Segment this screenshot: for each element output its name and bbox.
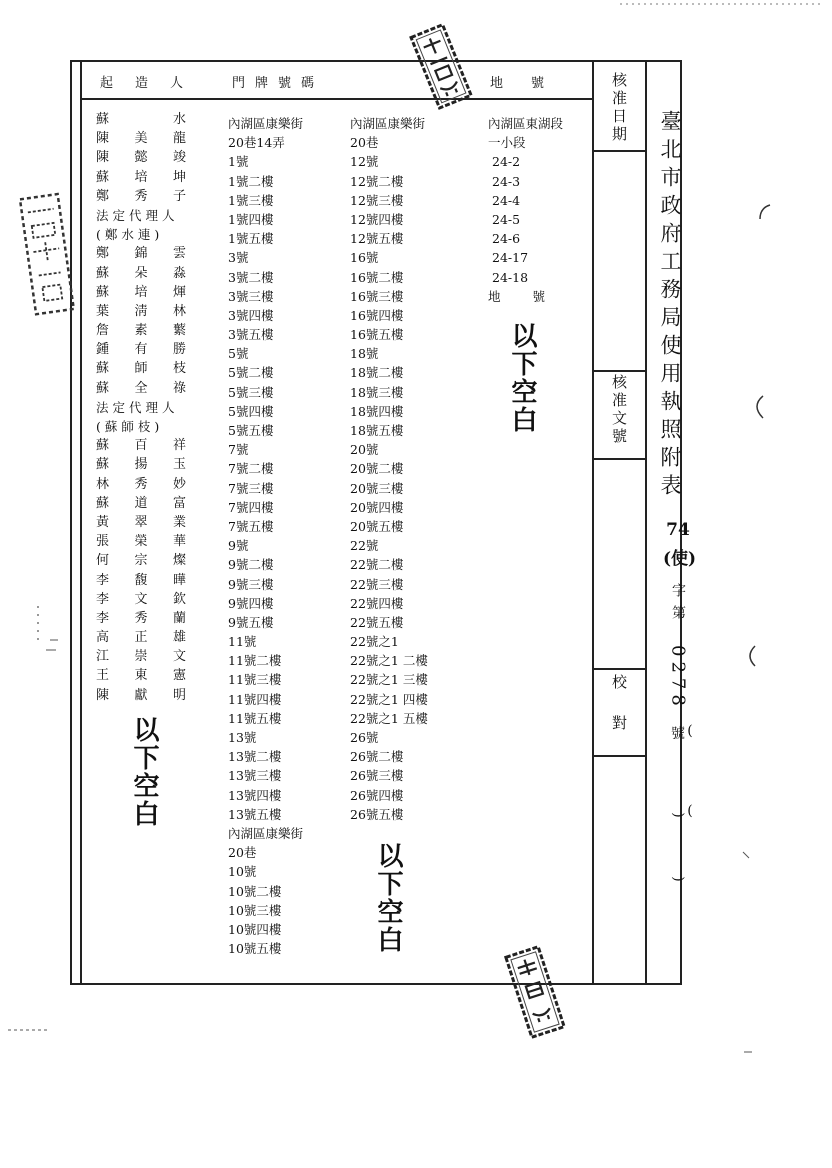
land-entry: 24-2	[492, 154, 521, 170]
door-entry: 11號	[228, 634, 257, 650]
door-entry: 13號二樓	[228, 749, 282, 765]
applicant-char: 蘇	[96, 361, 110, 377]
door-entry: 12號	[350, 154, 379, 170]
applicant-char: 陳	[96, 131, 110, 147]
door-entry: 9號五樓	[228, 614, 274, 630]
door-entry: 22號之1 四樓	[350, 691, 428, 707]
applicant-char: 雲	[172, 246, 186, 262]
door-entry: 20巷	[228, 845, 257, 861]
applicant-char: 蘇	[96, 438, 110, 454]
applicant-char: 全	[134, 380, 148, 396]
door-entry: 26號四樓	[350, 787, 404, 803]
applicant-char: 高	[96, 630, 110, 646]
applicant-char: 美	[134, 131, 148, 147]
door-entry: 10號三樓	[228, 902, 282, 918]
header-approval-doc: 核准文號	[610, 374, 628, 446]
applicant-char: 華	[172, 534, 186, 550]
door-entry: 10號二樓	[228, 883, 282, 899]
applicant-char: 有	[134, 342, 148, 358]
door-entry: 20巷	[350, 135, 379, 151]
door-entry: 18號四樓	[350, 403, 404, 419]
applicant-char: 正	[134, 630, 148, 646]
applicant-char: 黃	[96, 514, 110, 530]
applicant-char: 子	[172, 188, 186, 204]
door-entry: 5號二樓	[228, 365, 274, 381]
door-entry: 5號三樓	[228, 384, 274, 400]
door-entry: 16號	[350, 250, 379, 266]
blank-note-land: 以下空白	[507, 322, 537, 434]
header-land-number: 地號	[490, 76, 573, 91]
page-title: 臺北市政府工務局使用執照附表	[658, 110, 682, 502]
door-entry: 13號	[228, 730, 257, 745]
door-entry: 26號三樓	[350, 768, 404, 784]
door-entry: 11號五樓	[228, 710, 282, 726]
door-entry: 3號五樓	[228, 327, 274, 343]
door-entry: 20巷14弄	[228, 135, 285, 151]
door-entry: 10號四樓	[228, 921, 282, 937]
applicant-char: 文	[172, 649, 186, 665]
land-entry: 一小段	[488, 135, 526, 151]
applicant-char: 蘇	[96, 495, 110, 511]
door-entry: 10號	[228, 864, 257, 880]
doc-paren-3: (	[687, 802, 693, 819]
applicant-entry: (蘇師枝)	[96, 419, 164, 434]
door-entry: 1號二樓	[228, 173, 274, 189]
land-entry: 24-4	[492, 192, 521, 208]
applicant-char: 宗	[134, 553, 148, 569]
applicant-char: 陳	[96, 687, 110, 703]
door-entry: 內湖區康樂街	[228, 116, 304, 131]
door-entry: 內湖區康樂街	[228, 825, 304, 841]
applicant-char: 素	[134, 323, 148, 339]
door-entry: 22號之1 三樓	[350, 672, 428, 688]
applicant-char: 朵	[134, 265, 148, 281]
door-entry: 5號五樓	[228, 423, 274, 438]
applicant-char: 蘇	[96, 169, 110, 185]
applicant-entry: 法定代理人	[96, 399, 179, 415]
applicant-char: 秀	[134, 188, 148, 204]
applicant-char: 文	[134, 591, 148, 607]
applicant-char: 道	[134, 495, 148, 511]
door-entry: 12號三樓	[350, 192, 404, 208]
door-entry: 7號三樓	[228, 480, 274, 496]
doc-suffix: 號	[671, 725, 685, 742]
applicant-char: 祿	[172, 380, 186, 396]
door-entry: 22號二樓	[350, 557, 404, 573]
applicant-char: 鄭	[96, 246, 110, 262]
door-entry: 16號三樓	[350, 288, 404, 304]
land-entry: 內湖區東湖段	[488, 116, 564, 131]
applicant-char: 秀	[134, 476, 148, 492]
doc-char-label: 字第	[670, 583, 686, 627]
door-entry: 9號二樓	[228, 557, 274, 573]
door-entry: 22號五樓	[350, 614, 404, 630]
applicant-entry: (鄭水連)	[96, 227, 164, 243]
door-entry: 3號二樓	[228, 269, 274, 285]
door-entry: 26號	[350, 730, 379, 745]
header-door-number: 門牌號碼	[232, 76, 325, 91]
applicant-char: 李	[96, 610, 110, 626]
applicant-char: 鄭	[96, 188, 110, 204]
door-entry: 13號四樓	[228, 787, 282, 803]
door-entry: 3號三樓	[228, 288, 274, 304]
applicant-char: 蘇	[96, 380, 110, 396]
applicant-char: 百	[134, 438, 148, 454]
land-entry: 24-18	[492, 269, 529, 285]
door-entry: 16號二樓	[350, 269, 404, 285]
applicant-char: 翠	[134, 514, 148, 530]
door-entry: 10號五樓	[228, 941, 282, 957]
door-entry: 1號五樓	[228, 231, 274, 247]
applicant-char: 詹	[96, 323, 110, 339]
doc-paren-1: (	[687, 722, 693, 739]
doc-serial: 0278	[667, 645, 689, 711]
applicant-char: 蘇	[96, 112, 110, 127]
doc-year: 74	[666, 520, 690, 540]
door-entry: 7號五樓	[228, 518, 274, 534]
applicant-char: 王	[96, 668, 110, 684]
land-entry: 24-17	[492, 250, 529, 266]
door-entry: 7號	[228, 442, 249, 458]
applicant-char: 蘇	[96, 265, 110, 281]
door-entry: 18號五樓	[350, 423, 404, 438]
applicant-char: 雄	[172, 630, 186, 646]
door-entry: 18號三樓	[350, 384, 404, 400]
applicant-char: 曄	[172, 572, 186, 588]
door-entry: 20號四樓	[350, 499, 404, 515]
applicant-char: 江	[96, 649, 110, 665]
applicant-char: 坤	[172, 169, 186, 185]
doc-agency: (使)	[663, 549, 697, 569]
door-entry: 7號四樓	[228, 499, 274, 515]
applicant-char: 勝	[172, 342, 186, 358]
applicant-char: 馥	[134, 572, 148, 588]
blank-note-applicants: 以下空白	[129, 716, 159, 828]
door-entry: 12號五樓	[350, 231, 404, 247]
door-entry: 13號三樓	[228, 768, 282, 784]
applicant-char: 獻	[134, 687, 148, 703]
applicant-char: 揚	[134, 457, 148, 473]
applicant-char: 懿	[134, 150, 148, 166]
door-entry: 22號四樓	[350, 595, 404, 611]
applicant-char: 蘩	[172, 323, 186, 339]
applicant-char: 祥	[172, 438, 186, 454]
door-entry: 26號五樓	[350, 806, 404, 822]
applicant-char: 李	[96, 591, 110, 607]
applicant-char: 水	[172, 112, 186, 127]
header-proofread: 校對	[610, 674, 628, 756]
applicant-char: 欽	[172, 591, 186, 607]
door-entry: 12號二樓	[350, 173, 404, 189]
applicant-char: 秀	[134, 610, 148, 626]
blank-note-door: 以下空白	[373, 842, 403, 954]
door-entry: 16號四樓	[350, 307, 404, 323]
applicant-char: 明	[172, 687, 186, 703]
applicant-char: 張	[96, 534, 110, 550]
door-entry: 11號四樓	[228, 691, 282, 707]
applicant-char: 鍾	[96, 342, 110, 358]
applicant-char: 榮	[134, 534, 148, 550]
applicant-char: 葉	[96, 303, 110, 319]
land-entry: 地 號	[488, 288, 559, 304]
door-entry: 5號四樓	[228, 403, 274, 419]
header-approval-date: 核准日期	[610, 72, 628, 144]
applicant-char: 淼	[172, 265, 186, 281]
door-entry: 20號五樓	[350, 518, 404, 534]
applicant-char: 林	[172, 303, 186, 319]
applicant-char: 淸	[134, 303, 148, 319]
door-entry: 16號五樓	[350, 327, 404, 343]
door-entry: 5號	[228, 346, 249, 362]
applicant-char: 燦	[172, 553, 186, 569]
applicant-char: 師	[134, 361, 148, 377]
door-entry: 12號四樓	[350, 211, 404, 227]
door-entry: 3號	[228, 250, 249, 266]
door-entry: 20號三樓	[350, 480, 404, 496]
applicant-char: 崇	[134, 649, 148, 665]
applicant-char: 蘇	[96, 284, 110, 300]
door-entry: 1號	[228, 154, 249, 170]
door-entry: 22號	[350, 538, 379, 554]
applicant-char: 妙	[172, 476, 186, 492]
header-applicant: 起造人	[100, 76, 206, 91]
door-entry: 26號二樓	[350, 749, 404, 765]
applicant-char: 培	[134, 169, 148, 185]
applicant-char: 憲	[172, 668, 186, 684]
applicant-char: 蘭	[172, 610, 186, 626]
door-entry: 9號三樓	[228, 576, 274, 592]
land-entry: 24-5	[492, 211, 521, 227]
applicant-char: 李	[96, 572, 110, 588]
door-entry: 22號之1 五樓	[350, 710, 428, 726]
doc-paren-4: )	[670, 876, 686, 882]
doc-paren-2: )	[670, 812, 686, 818]
land-entry: 24-3	[492, 173, 521, 189]
applicant-char: 枝	[172, 361, 186, 377]
applicant-char: 錦	[134, 246, 148, 262]
door-entry: 18號	[350, 346, 379, 362]
door-entry: 18號二樓	[350, 365, 404, 381]
door-entry: 9號	[228, 538, 249, 554]
applicant-char: 富	[172, 495, 186, 511]
applicant-char: 龍	[172, 131, 186, 147]
door-entry: 13號五樓	[228, 806, 282, 822]
door-entry: 3號四樓	[228, 307, 274, 323]
applicant-char: 林	[96, 476, 110, 492]
applicant-char: 業	[172, 514, 186, 530]
door-entry: 22號之1	[350, 634, 399, 650]
applicant-entry: 法定代理人	[96, 207, 179, 223]
door-entry: 22號三樓	[350, 576, 404, 592]
applicant-char: 東	[134, 668, 148, 684]
door-entry: 1號三樓	[228, 192, 274, 208]
door-entry: 11號二樓	[228, 653, 282, 669]
door-entry: 內湖區康樂街	[350, 116, 426, 131]
applicant-char: 竣	[172, 150, 186, 166]
door-entry: 11號三樓	[228, 672, 282, 688]
door-entry: 20號	[350, 442, 379, 458]
applicant-char: 煇	[172, 284, 186, 300]
door-entry: 7號二樓	[228, 461, 274, 477]
land-entry: 24-6	[492, 231, 521, 247]
applicant-char: 玉	[172, 457, 186, 473]
door-entry: 20號二樓	[350, 461, 404, 477]
applicant-char: 培	[134, 284, 148, 300]
applicant-char: 蘇	[96, 457, 110, 473]
door-entry: 9號四樓	[228, 595, 274, 611]
door-entry: 22號之1 二樓	[350, 653, 428, 669]
door-entry: 1號四樓	[228, 211, 274, 227]
applicant-char: 何	[96, 553, 110, 569]
applicant-char: 陳	[96, 150, 110, 166]
